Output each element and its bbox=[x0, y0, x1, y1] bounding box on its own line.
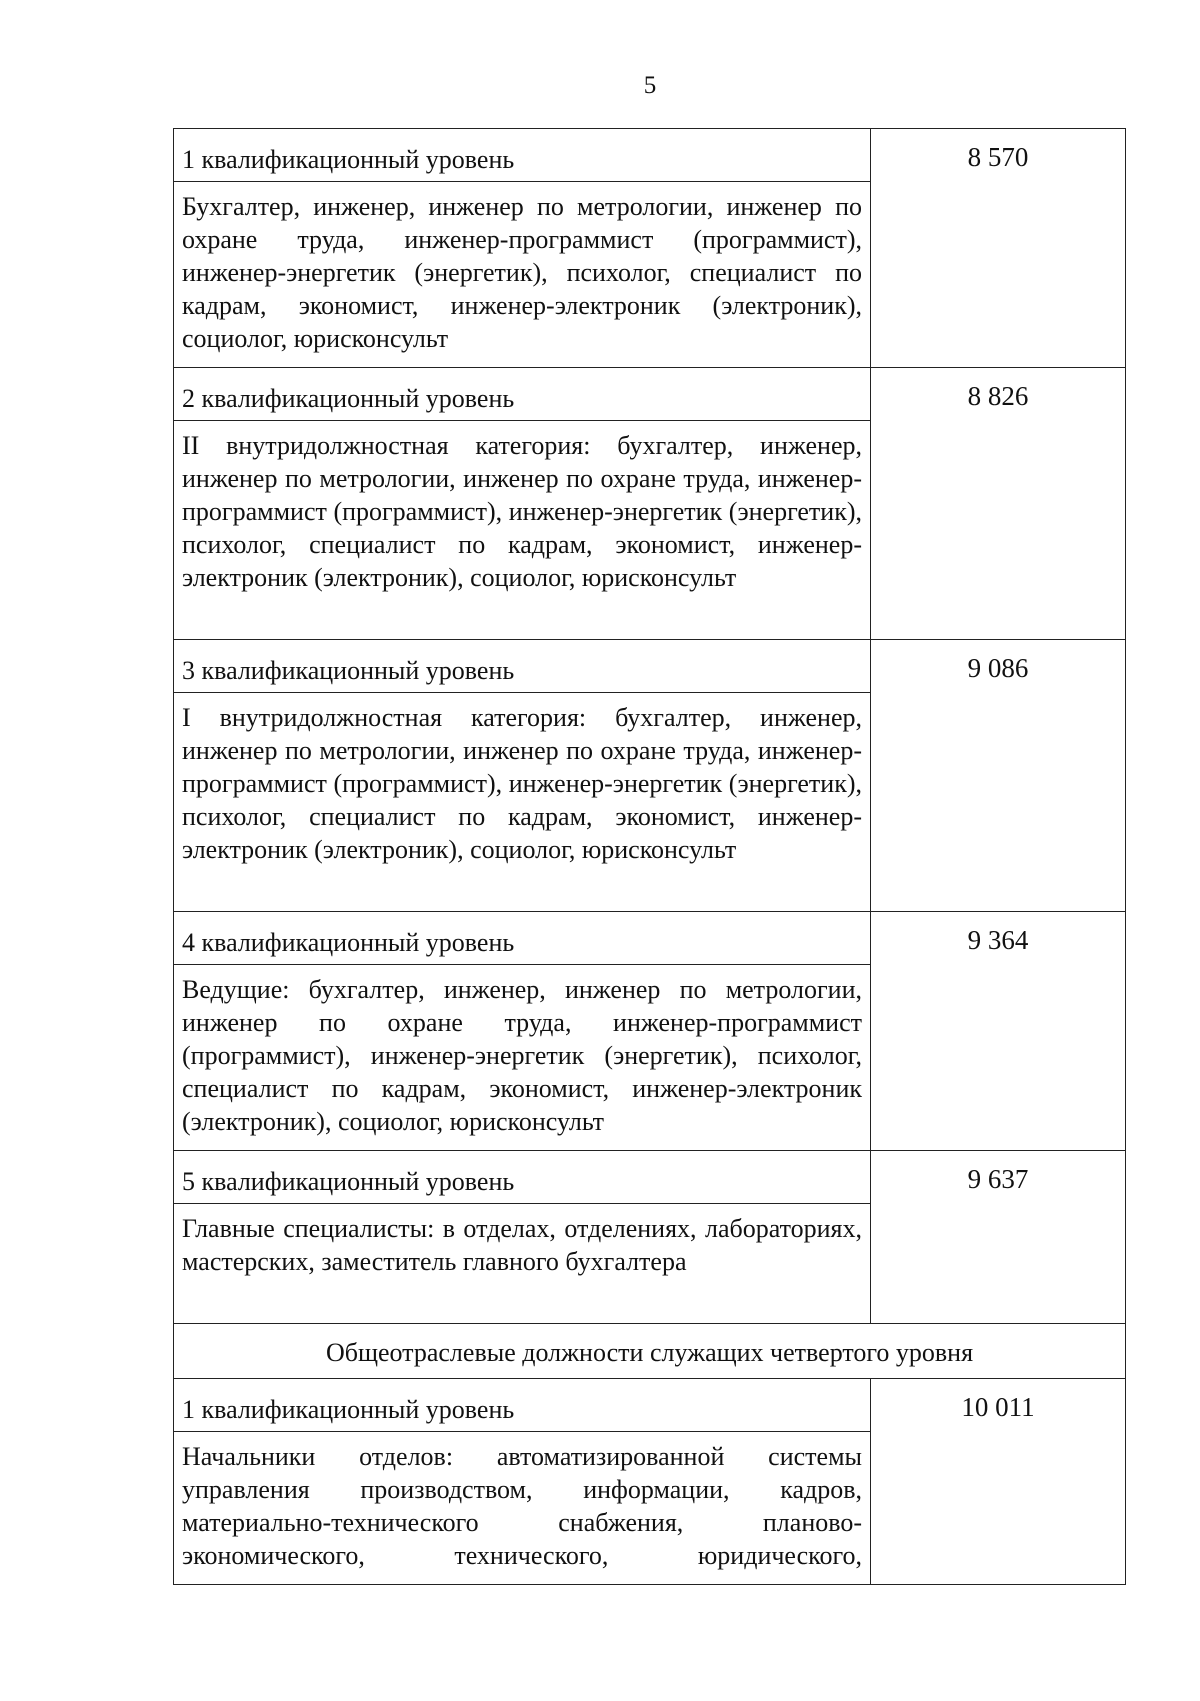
salary-value: 9 637 bbox=[871, 1151, 1126, 1324]
qualification-level: 1 квалификационный уровень bbox=[174, 129, 871, 182]
position-list: Главные специалисты: в отделах, отделениях, лабораториях, мастерских, заместитель главного бухгалтера bbox=[174, 1204, 871, 1324]
qualification-level: 2 квалификационный уровень bbox=[174, 368, 871, 421]
position-list: I внутридолжностная категория: бухгалтер, инженер, инженер по метрологии, инженер по охране труда, инженер-программист (программист), инженер-энергетик (энергетик), психолог, специалист по кадрам, экономист, инженер-электроник (электроник), социолог, юрисконсульт bbox=[174, 693, 871, 912]
page-number: 5 bbox=[643, 72, 657, 99]
table-row bbox=[174, 1324, 1126, 1379]
salary-value: 10 011 bbox=[871, 1379, 1126, 1585]
salary-table bbox=[173, 128, 1126, 1585]
salary-value: 8 826 bbox=[871, 368, 1126, 640]
qualification-level: 5 квалификационный уровень bbox=[174, 1151, 871, 1204]
position-list: Начальники отделов: автоматизированной системы управления производством, информации, кадров, материально-технического снабжения, планово-экономического, технического, юридического, bbox=[174, 1432, 871, 1585]
position-list: Ведущие: бухгалтер, инженер, инженер по метрологии, инженер по охране труда, инженер-программист (программист), инженер-энергетик (энергетик), психолог, специалист по кадрам, экономист, инженер-электроник (электроник), социолог, юрисконсульт bbox=[174, 965, 871, 1151]
table-row bbox=[174, 1151, 1126, 1204]
salary-value: 8 570 bbox=[871, 129, 1126, 368]
position-list: II внутридолжностная категория: бухгалтер, инженер, инженер по метрологии, инженер по охране труда, инженер-программист (программист), инженер-энергетик (энергетик), психолог, специалист по кадрам, экономист, инженер-электроник (электроник), социолог, юрисконсульт bbox=[174, 421, 871, 640]
salary-value: 9 086 bbox=[871, 640, 1126, 912]
qualification-level: 3 квалификационный уровень bbox=[174, 640, 871, 693]
qualification-level: 4 квалификационный уровень bbox=[174, 912, 871, 965]
position-list: Бухгалтер, инженер, инженер по метрологии, инженер по охране труда, инженер-программист (программист), инженер-энергетик (энергетик), психолог, специалист по кадрам, экономист, инженер-электроник (электроник), социолог, юрисконсульт bbox=[174, 182, 871, 368]
qualification-level: 1 квалификационный уровень bbox=[174, 1379, 871, 1432]
table-row bbox=[174, 368, 1126, 421]
table-row bbox=[174, 1379, 1126, 1432]
group-heading: Общеотраслевые должности служащих четвертого уровня bbox=[174, 1324, 1126, 1379]
table-row bbox=[174, 912, 1126, 965]
salary-value: 9 364 bbox=[871, 912, 1126, 1151]
table-row bbox=[174, 129, 1126, 182]
table-row bbox=[174, 640, 1126, 693]
